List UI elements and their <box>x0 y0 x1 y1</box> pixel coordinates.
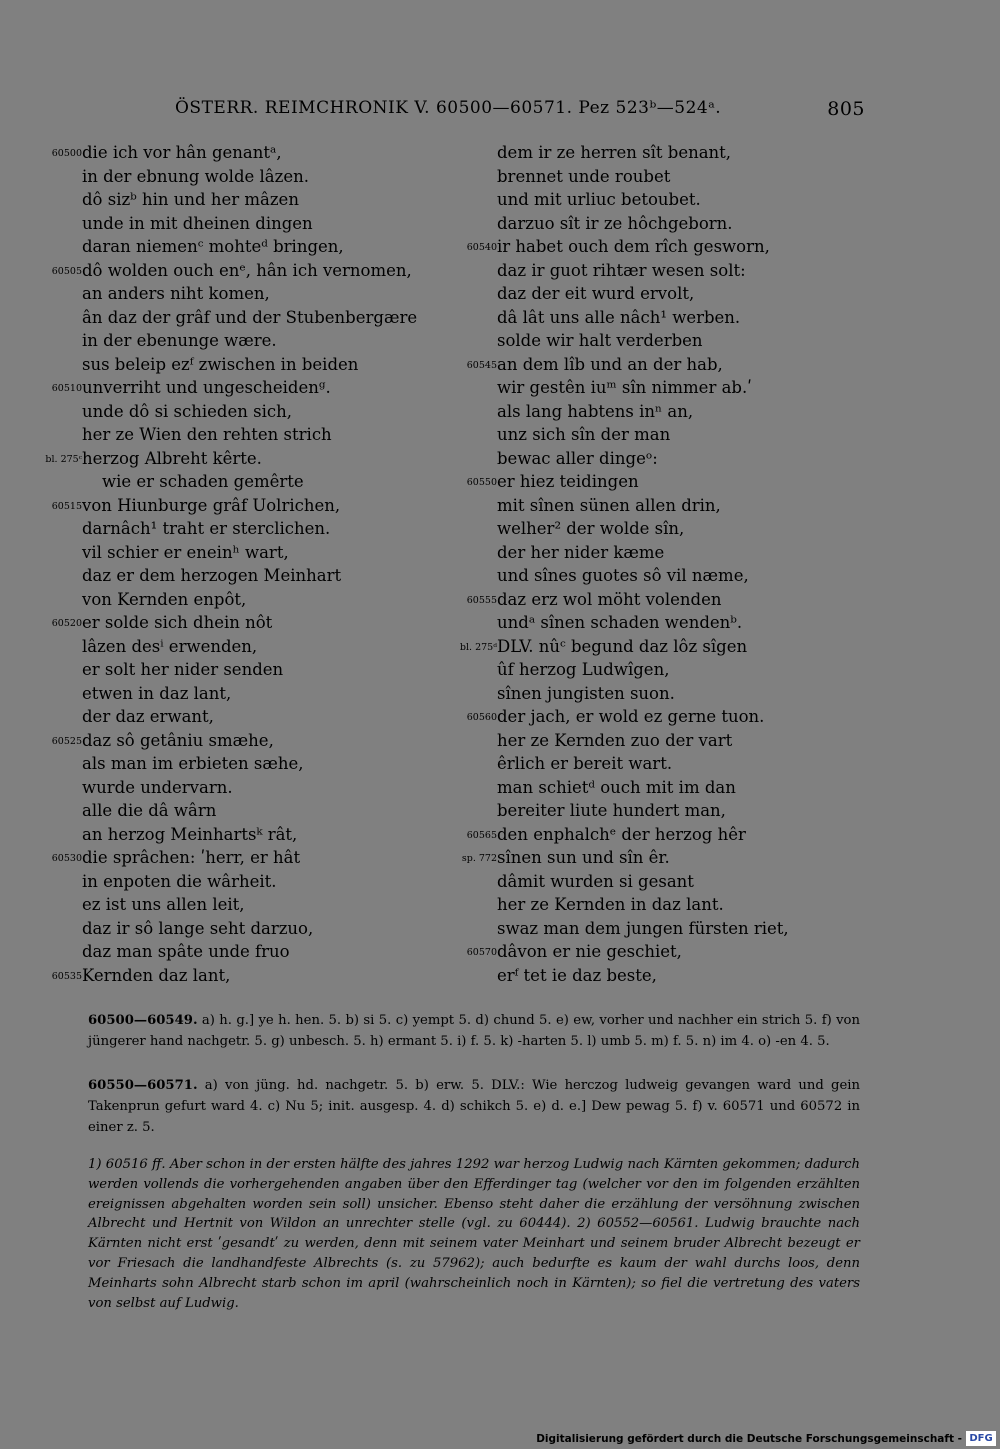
verse-text: daz erz wol möht volenden <box>497 589 722 609</box>
verse-text: herzog Albreht kêrte. <box>82 448 262 468</box>
verse-line <box>40 635 460 659</box>
verse-text: brennet unde roubet <box>497 166 671 186</box>
verse-text: ân daz der grâf und der Stubenbergære <box>82 307 418 327</box>
verse-text: Kernden daz lant, <box>82 965 231 985</box>
line-number: 60525 <box>51 735 82 747</box>
verse-line <box>455 470 875 494</box>
verse-text: dem ir ze herren sît benant, <box>497 143 732 162</box>
verse-line <box>455 611 875 635</box>
verse-text: von Kernden enpôt, <box>82 589 247 609</box>
verse-text: von Hiunburge grâf Uolrichen, <box>82 495 341 515</box>
verse-text: unde in mit dheinen dingen <box>82 213 313 233</box>
verse-text: dâmit wurden si gesant <box>497 871 694 891</box>
verse-text: lâzen desⁱ erwenden, <box>82 636 258 656</box>
verse-line <box>40 165 460 189</box>
verse-text: ûf herzog Ludwîgen, <box>497 660 670 679</box>
verse-line <box>455 188 875 212</box>
verse-text: der jach, er wold ez gerne tuon. <box>497 707 765 726</box>
verse-line <box>40 893 460 917</box>
verse-line <box>455 141 875 165</box>
verse-line <box>40 541 460 565</box>
verse-text: dâ lât uns alle nâch¹ werben. <box>497 307 741 327</box>
verse-line <box>455 776 875 800</box>
verse-line <box>455 306 875 330</box>
verse-line <box>40 376 460 400</box>
verse-text: die sprâchen: ʹherr, er hât <box>82 848 301 867</box>
line-number: 60540 <box>466 242 497 253</box>
line-number: bl. 275ᵈ <box>459 641 497 653</box>
verse-line <box>40 329 460 353</box>
verse-text: er solt her nider senden <box>82 660 284 679</box>
line-number: 60505 <box>51 265 82 277</box>
verse-text: etwen in daz lant, <box>82 683 232 703</box>
verse-line <box>455 752 875 776</box>
right-verse-column <box>455 141 875 987</box>
verse-text: der daz erwant, <box>82 707 214 726</box>
verse-text: in der ebenunge wære. <box>82 331 277 350</box>
verse-text: her ze Kernden in daz lant. <box>497 895 724 914</box>
apparatus-range: 60500—60549. <box>88 1013 198 1028</box>
verse-line <box>455 447 875 471</box>
verse-text: her ze Wien den rehten strich <box>82 425 332 444</box>
verse-text: man schietᵈ ouch mit im dan <box>497 777 736 797</box>
verse-line <box>40 940 460 964</box>
verse-text: daz sô getâniu smæhe, <box>82 730 274 750</box>
verse-line <box>455 635 875 659</box>
verse-line <box>40 353 460 377</box>
digitization-credit: Digitalisierung gefördert durch die Deutsche Forschungsgemeinschaft - <box>536 1433 962 1445</box>
verse-line <box>40 682 460 706</box>
verse-text: bereiter liute hundert man, <box>497 801 726 820</box>
critical-apparatus-1 <box>88 1010 860 1052</box>
verse-text: wir gestên iuᵐ sîn nimmer ab.ʹ <box>497 378 752 397</box>
verse-line <box>40 729 460 753</box>
verse-text: bewac aller dingeᵒ: <box>497 448 658 468</box>
verse-line <box>455 940 875 964</box>
verse-line <box>40 964 460 988</box>
verse-text: mit sînen sünen allen drin, <box>497 495 721 515</box>
verse-line <box>455 705 875 729</box>
verse-text: ir habet ouch dem rîch gesworn, <box>497 237 770 256</box>
verse-line <box>455 541 875 565</box>
verse-text: erᶠ tet ie daz beste, <box>497 965 657 985</box>
verse-text: als man im erbieten sæhe, <box>82 754 304 773</box>
verse-text: wurde undervarn. <box>82 777 233 797</box>
verse-text: er solde sich dhein nôt <box>82 613 273 632</box>
verse-text: dâvon er nie geschiet, <box>497 942 682 961</box>
verse-text: daz man spâte unde fruo <box>82 942 290 961</box>
verse-line <box>455 259 875 283</box>
verse-text: der her nider kæme <box>497 542 665 562</box>
verse-text: als lang habtens inⁿ an, <box>497 401 694 421</box>
apparatus-range: 60550—60571. <box>88 1078 198 1093</box>
verse-line <box>455 846 875 870</box>
line-number: 60535 <box>51 970 82 982</box>
verse-line <box>455 823 875 847</box>
verse-text: er hiez teidingen <box>497 472 639 491</box>
verse-text: vil schier er eneinʰ wart, <box>82 542 289 562</box>
verse-line <box>40 447 460 471</box>
verse-line <box>455 165 875 189</box>
verse-line <box>40 705 460 729</box>
verse-text: die ich vor hân genantᵃ, <box>82 143 282 162</box>
verse-line <box>455 235 875 259</box>
line-number: 60560 <box>466 712 497 723</box>
verse-line <box>455 917 875 941</box>
verse-text: daran niemenᶜ mohteᵈ bringen, <box>82 237 344 256</box>
verse-text: welher² der wolde sîn, <box>497 519 685 538</box>
verse-text: daz der eit wurd ervolt, <box>497 284 695 303</box>
verse-line <box>40 517 460 541</box>
verse-text: den enphalchᵉ der herzog hêr <box>497 824 746 844</box>
digitization-banner <box>0 1428 1000 1449</box>
verse-line <box>455 893 875 917</box>
line-number: 60550 <box>466 477 497 488</box>
line-number: 60570 <box>466 947 497 958</box>
critical-apparatus-2 <box>88 1075 860 1138</box>
line-number: 60510 <box>51 383 82 394</box>
verse-line <box>40 823 460 847</box>
verse-line <box>40 870 460 894</box>
line-number: 60530 <box>51 853 82 864</box>
verse-line <box>40 588 460 612</box>
line-number: 60515 <box>51 500 82 512</box>
verse-line <box>455 423 875 447</box>
line-number: 60500 <box>51 148 82 159</box>
verse-line <box>40 235 460 259</box>
footnotes: 1) 60516 ff. Aber schon in der ersten hälfte des jahres 1292 war herzog Ludwig nach Kärnten gekommen; dadurch werden vollends die vorhergehenden angaben über den Efferdinger tag (welcher vor den im folgenden erzählten ereignissen abgehalten worden sein soll) unsicher. Ebenso steht daher die erzählung der versöhnung zwischen Albrecht und Hertnit von Wildon an unrechter stelle (vgl. zu 60444). 2) 60552—60561. Ludwig brauchte nach Kärnten nicht erst ʹgesandtʹ zu werden, denn mit seinem vater Meinhart und seinem bruder Albrecht bezeugt er vor Friesach die landhandfeste Albrechts (s. zu 57962); auch bedurfte es kaum der wahl durchs loos, denn Meinharts sohn Albrecht starb schon im april (wahrscheinlich noch in Kärnten); so fiel die vertretung des vaters von selbst auf Ludwig. <box>88 1157 860 1311</box>
verse-text: undᵃ sînen schaden wendenᵇ. <box>497 613 743 632</box>
verse-text: unz sich sîn der man <box>497 425 671 444</box>
verse-line <box>455 517 875 541</box>
verse-line <box>455 212 875 236</box>
verse-line <box>455 353 875 377</box>
running-title: ÖSTERR. REIMCHRONIK V. 60500—60571. Pez 523ᵇ—524ᵃ. <box>175 98 722 118</box>
verse-text: unverriht und ungescheidenᵍ. <box>82 378 331 397</box>
verse-line <box>40 400 460 424</box>
verse-text: ez ist uns allen leit, <box>82 895 245 914</box>
verse-text: dô sizᵇ hin und her mâzen <box>82 190 299 209</box>
verse-text: sus beleip ezᶠ zwischen in beiden <box>82 354 359 374</box>
verse-text: darnâch¹ traht er sterclichen. <box>82 519 331 538</box>
verse-text: an dem lîb und an der hab, <box>497 354 723 374</box>
verse-text: dô wolden ouch enᵉ, hân ich vernomen, <box>82 260 412 280</box>
verse-line <box>40 917 460 941</box>
running-head <box>175 98 865 122</box>
verse-line <box>455 870 875 894</box>
verse-line <box>455 564 875 588</box>
line-number: 60555 <box>466 594 497 606</box>
dfg-logo: DFG <box>966 1431 996 1446</box>
line-number: 60565 <box>466 829 497 841</box>
verse-line <box>40 282 460 306</box>
verse-line <box>455 329 875 353</box>
line-number: 60520 <box>51 618 82 629</box>
verse-line <box>455 964 875 988</box>
apparatus-text: a) h. g.] ye h. hen. 5. b) si 5. c) yempt 5. d) chund 5. e) ew, vorher und nachher ein strich 5. f) von jüngerer hand nachgetr. 5. g) unbesch. 5. h) ermant 5. i) f. 5. k) -harten 5. l) umb 5. m) f. 5. n) im 4. o) -en 4. 5. <box>88 1013 860 1049</box>
verse-text: und mit urliuc betoubet. <box>497 190 701 209</box>
page-number: 805 <box>827 98 865 120</box>
verse-text: her ze Kernden zuo der vart <box>497 730 733 750</box>
verse-text: êrlich er bereit wart. <box>497 754 673 773</box>
verse-line <box>40 799 460 823</box>
verse-line <box>455 400 875 424</box>
verse-text: wie er schaden gemêrte <box>102 472 304 491</box>
verse-line <box>455 494 875 518</box>
verse-text: DLV. nûᶜ begund daz lôz sîgen <box>497 636 748 656</box>
verse-text: solde wir halt verderben <box>497 331 703 350</box>
verse-line <box>40 212 460 236</box>
verse-text: unde dô si schieden sich, <box>82 401 292 421</box>
verse-text: in enpoten die wârheit. <box>82 871 277 891</box>
verse-line <box>40 776 460 800</box>
verse-text: daz er dem herzogen Meinhart <box>82 566 342 585</box>
line-number: 60545 <box>466 359 497 371</box>
verse-text: darzuo sît ir ze hôchgeborn. <box>497 213 733 233</box>
verse-line <box>455 682 875 706</box>
verse-line <box>40 141 460 165</box>
verse-text: und sînes guotes sô vil næme, <box>497 566 749 585</box>
verse-text: in der ebnung wolde lâzen. <box>82 166 309 186</box>
verse-line <box>40 658 460 682</box>
verse-line <box>455 799 875 823</box>
verse-line <box>40 752 460 776</box>
verse-text: daz ir guot rihtær wesen solt: <box>497 260 746 280</box>
verse-text: daz ir sô lange seht darzuo, <box>82 918 314 938</box>
verse-text: an herzog Meinhartsᵏ rât, <box>82 824 298 844</box>
verse-line <box>455 282 875 306</box>
verse-text: sînen jungisten suon. <box>497 683 675 703</box>
verse-text: an anders niht komen, <box>82 284 270 303</box>
verse-text: sînen sun und sîn êr. <box>497 848 670 867</box>
verse-line <box>40 423 460 447</box>
verse-line <box>455 658 875 682</box>
apparatus-text: a) von jüng. hd. nachgetr. 5. b) erw. 5. DLV.: Wie herczog ludweig gevangen ward und gein Takenprun gefurt ward 4. c) Nu 5; init. ausgesp. 4. d) schikch 5. e) d. e.] Dew pewag 5. f) v. 60571 und 60572 in einer z. 5. <box>88 1078 860 1135</box>
verse-line <box>455 588 875 612</box>
verse-line <box>455 729 875 753</box>
verse-line <box>40 564 460 588</box>
verse-line <box>40 188 460 212</box>
verse-text: swaz man dem jungen fürsten riet, <box>497 918 789 938</box>
verse-text: alle die dâ wârn <box>82 801 217 820</box>
verse-line <box>40 494 460 518</box>
line-number: sp. 772 <box>461 853 497 864</box>
verse-line <box>40 846 460 870</box>
verse-line <box>40 306 460 330</box>
verse-line <box>455 376 875 400</box>
verse-line <box>40 470 460 494</box>
left-verse-column <box>40 141 460 987</box>
verse-line <box>40 611 460 635</box>
line-number: bl. 275ᶜ <box>45 453 82 465</box>
verse-line <box>40 259 460 283</box>
